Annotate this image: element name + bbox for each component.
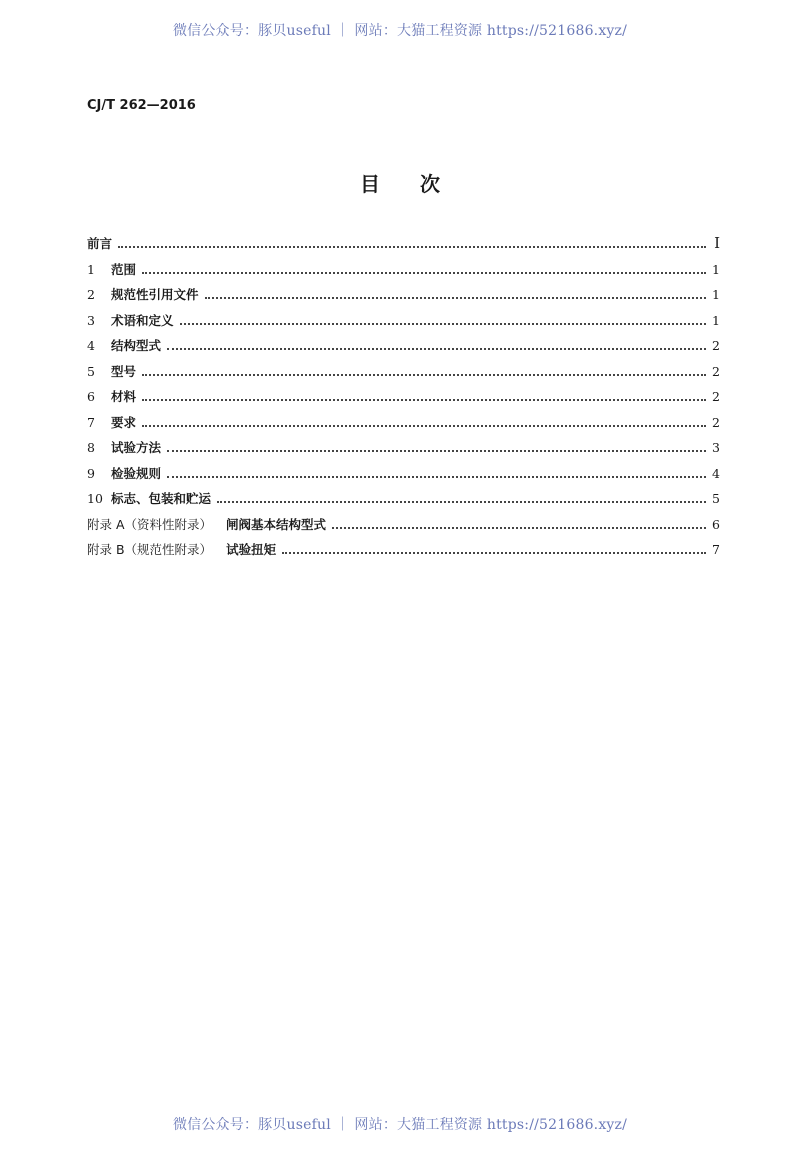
toc-entry-page: 3 bbox=[712, 440, 720, 455]
toc-entry-9[interactable] bbox=[87, 464, 720, 490]
annex-designation: 附录 A（资料性附录） bbox=[87, 516, 213, 532]
toc-entry-annex-a[interactable] bbox=[87, 515, 720, 541]
toc-entry-label bbox=[87, 515, 326, 533]
toc-entry-number: 1 bbox=[87, 261, 95, 277]
toc-entry-label: 检验规则 bbox=[111, 465, 162, 481]
dot-leader bbox=[142, 271, 706, 274]
toc-entry-page: 5 bbox=[712, 491, 720, 506]
toc-entry-1[interactable] bbox=[87, 260, 720, 286]
dot-leader bbox=[282, 551, 706, 554]
toc-entry-number: 9 bbox=[87, 465, 95, 481]
dot-leader bbox=[167, 449, 706, 452]
toc-entry-label: 范围 bbox=[111, 261, 137, 277]
toc-entry-page: 1 bbox=[712, 312, 720, 328]
dot-leader bbox=[205, 296, 706, 299]
toc-entry-number: 4 bbox=[87, 338, 95, 353]
dot-leader bbox=[167, 347, 706, 350]
toc-entry-foreword[interactable] bbox=[87, 234, 720, 260]
toc-entry-label: 要求 bbox=[111, 414, 137, 430]
toc-entry-annex-b[interactable] bbox=[87, 540, 720, 566]
dot-leader bbox=[167, 475, 706, 478]
toc-entry-number: 8 bbox=[87, 440, 95, 455]
toc-entry-page: 6 bbox=[712, 516, 720, 532]
annex-designation: 附录 B（规范性附录） bbox=[87, 542, 213, 557]
toc-entry-page: 2 bbox=[712, 414, 720, 430]
annex-title: 试验扭矩 bbox=[226, 542, 277, 557]
toc-entry-3[interactable] bbox=[87, 311, 720, 337]
toc-entry-number: 2 bbox=[87, 287, 95, 302]
table-of-contents bbox=[87, 234, 720, 566]
toc-entry-page: 7 bbox=[712, 542, 720, 557]
toc-entry-label: 标志、包装和贮运 bbox=[111, 491, 212, 506]
toc-entry-page: 4 bbox=[712, 465, 720, 481]
dot-leader bbox=[180, 322, 706, 325]
toc-entry-page: Ⅰ bbox=[714, 234, 720, 252]
toc-entry-4[interactable] bbox=[87, 336, 720, 362]
toc-entry-label: 术语和定义 bbox=[111, 312, 174, 328]
dot-leader bbox=[142, 424, 706, 427]
dot-leader bbox=[332, 526, 706, 529]
toc-entry-number: 6 bbox=[87, 389, 95, 404]
dot-leader bbox=[217, 500, 706, 503]
toc-entry-label bbox=[87, 540, 276, 558]
toc-entry-page: 2 bbox=[712, 389, 720, 404]
toc-entry-label: 结构型式 bbox=[111, 338, 162, 353]
toc-entry-page: 2 bbox=[712, 338, 720, 353]
toc-entry-6[interactable] bbox=[87, 387, 720, 413]
toc-entry-page: 1 bbox=[712, 261, 720, 277]
dot-leader bbox=[142, 373, 706, 376]
toc-entry-number: 10 bbox=[87, 491, 103, 506]
toc-entry-7[interactable] bbox=[87, 413, 720, 439]
standard-code: CJ/T 262—2016 bbox=[87, 98, 196, 113]
dot-leader bbox=[118, 245, 706, 248]
toc-entry-2[interactable] bbox=[87, 285, 720, 311]
toc-entry-number: 3 bbox=[87, 312, 95, 328]
toc-entry-8[interactable] bbox=[87, 438, 720, 464]
toc-entry-label: 型号 bbox=[111, 363, 137, 379]
dot-leader bbox=[142, 398, 706, 401]
toc-entry-label: 前言 bbox=[87, 236, 113, 251]
toc-entry-label: 材料 bbox=[111, 389, 137, 404]
toc-entry-10[interactable] bbox=[87, 489, 720, 515]
toc-entry-5[interactable] bbox=[87, 362, 720, 388]
toc-entry-label: 规范性引用文件 bbox=[111, 287, 199, 302]
toc-entry-label: 试验方法 bbox=[111, 440, 162, 455]
watermark-bottom: 微信公众号：豚贝useful ｜ 网站：大猫工程资源 https://521686.xyz/ bbox=[172, 1117, 628, 1133]
toc-entry-page: 2 bbox=[712, 363, 720, 379]
toc-entry-number: 5 bbox=[87, 363, 95, 379]
annex-title: 闸阀基本结构型式 bbox=[226, 516, 327, 532]
watermark-top: 微信公众号：豚贝useful ｜ 网站：大猫工程资源 https://521686.xyz/ bbox=[172, 23, 628, 39]
toc-entry-number: 7 bbox=[87, 414, 95, 430]
page-title: 目次 bbox=[360, 172, 480, 196]
toc-entry-page: 1 bbox=[712, 287, 720, 302]
